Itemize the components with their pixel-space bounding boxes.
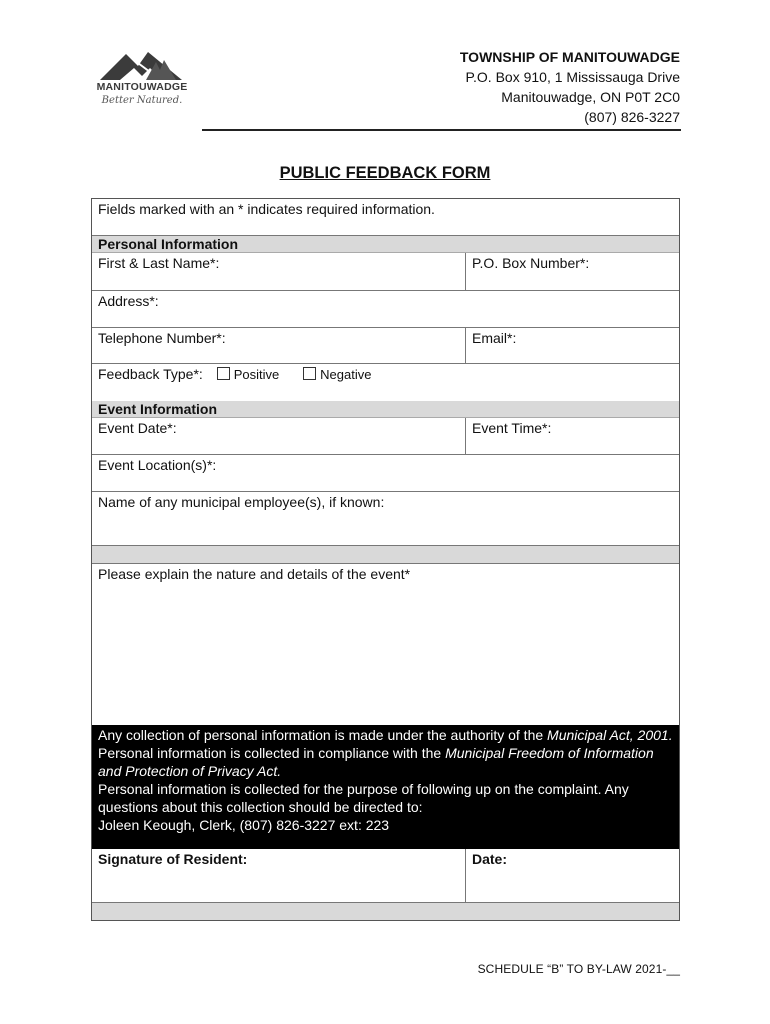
employee-label: Name of any municipal employee(s), if known:: [98, 494, 385, 510]
positive-checkbox[interactable]: [217, 367, 230, 380]
phone-email-row: [92, 328, 679, 364]
phone-field[interactable]: [92, 328, 465, 363]
email-field[interactable]: [465, 328, 679, 363]
header-address: [460, 47, 680, 127]
details-row: [92, 564, 679, 725]
employee-row: [92, 492, 679, 546]
township-logo: [90, 48, 194, 114]
signature-date-row: [92, 849, 679, 903]
shaded-divider: [92, 546, 679, 564]
name-field[interactable]: [92, 253, 465, 290]
event-location-label: Event Location(s)*:: [98, 457, 217, 473]
event-time-field[interactable]: [465, 418, 679, 454]
signature-field[interactable]: [92, 849, 465, 902]
email-label: Email*:: [472, 330, 517, 346]
signature-label: Signature of Resident:: [98, 851, 248, 867]
employee-field[interactable]: [92, 492, 679, 545]
event-location-row: [92, 455, 679, 492]
mountain-logo-icon: [90, 48, 194, 82]
date-field[interactable]: [465, 849, 679, 902]
pobox-field[interactable]: [465, 253, 679, 290]
notice-paragraph-2: Personal information is collected for the purpose of following up on the complaint. Any questions about this collection should be directed to:: [98, 781, 629, 815]
event-info-header: Event Information: [92, 401, 679, 418]
phone-line: (807) 826-3227: [584, 109, 680, 125]
details-field[interactable]: [92, 564, 679, 725]
required-note-row: [92, 199, 679, 236]
org-name: TOWNSHIP OF MANITOUWADGE: [459, 49, 680, 65]
date-label: Date:: [472, 851, 508, 867]
address-field[interactable]: [92, 291, 679, 327]
address-line-1: P.O. Box 910, 1 Mississauga Drive: [465, 69, 680, 85]
address-row: [92, 291, 679, 328]
address-label: Address*:: [98, 293, 159, 309]
negative-checkbox[interactable]: [303, 367, 316, 380]
pobox-label: P.O. Box Number*:: [472, 255, 590, 271]
shaded-footer-bar: [92, 903, 679, 920]
positive-label: Positive: [233, 367, 280, 382]
event-date-label: Event Date*:: [98, 420, 177, 436]
logo-tagline: Better Natured.: [101, 95, 183, 106]
feedback-type-label: Feedback Type*:: [98, 366, 203, 382]
header-divider: [202, 129, 681, 131]
notice-paragraph-1: Any collection of personal information is made under the authority of the Municipal Act, 2001. Personal information is collected in compliance with the Municipal Freedom of Information and Protection of Privacy Act.: [98, 727, 673, 779]
feedback-form: [91, 198, 680, 921]
details-label: Please explain the nature and details of the event*: [98, 566, 411, 582]
event-time-label: Event Time*:: [472, 420, 552, 436]
name-label: First & Last Name*:: [98, 255, 220, 271]
event-date-time-row: [92, 418, 679, 455]
logo-brand: MANITOUWADGE: [96, 81, 188, 93]
privacy-notice: [92, 725, 679, 849]
feedback-type-cell: [92, 364, 679, 401]
feedback-type-row: [92, 364, 679, 401]
event-date-field[interactable]: [92, 418, 465, 454]
personal-info-header: Personal Information: [92, 236, 679, 253]
phone-label: Telephone Number*:: [98, 330, 226, 346]
form-title: PUBLIC FEEDBACK FORM: [279, 164, 491, 182]
notice-contact: Joleen Keough, Clerk, (807) 826-3227 ext: 223: [98, 817, 390, 833]
schedule-footer: SCHEDULE “B” TO BY-LAW 2021-__: [477, 962, 680, 976]
event-location-field[interactable]: [92, 455, 679, 491]
negative-label: Negative: [320, 367, 372, 382]
required-note: Fields marked with an * indicates required information.: [98, 201, 435, 217]
name-pobox-row: [92, 253, 679, 291]
address-line-2: Manitouwadge, ON P0T 2C0: [501, 89, 680, 105]
